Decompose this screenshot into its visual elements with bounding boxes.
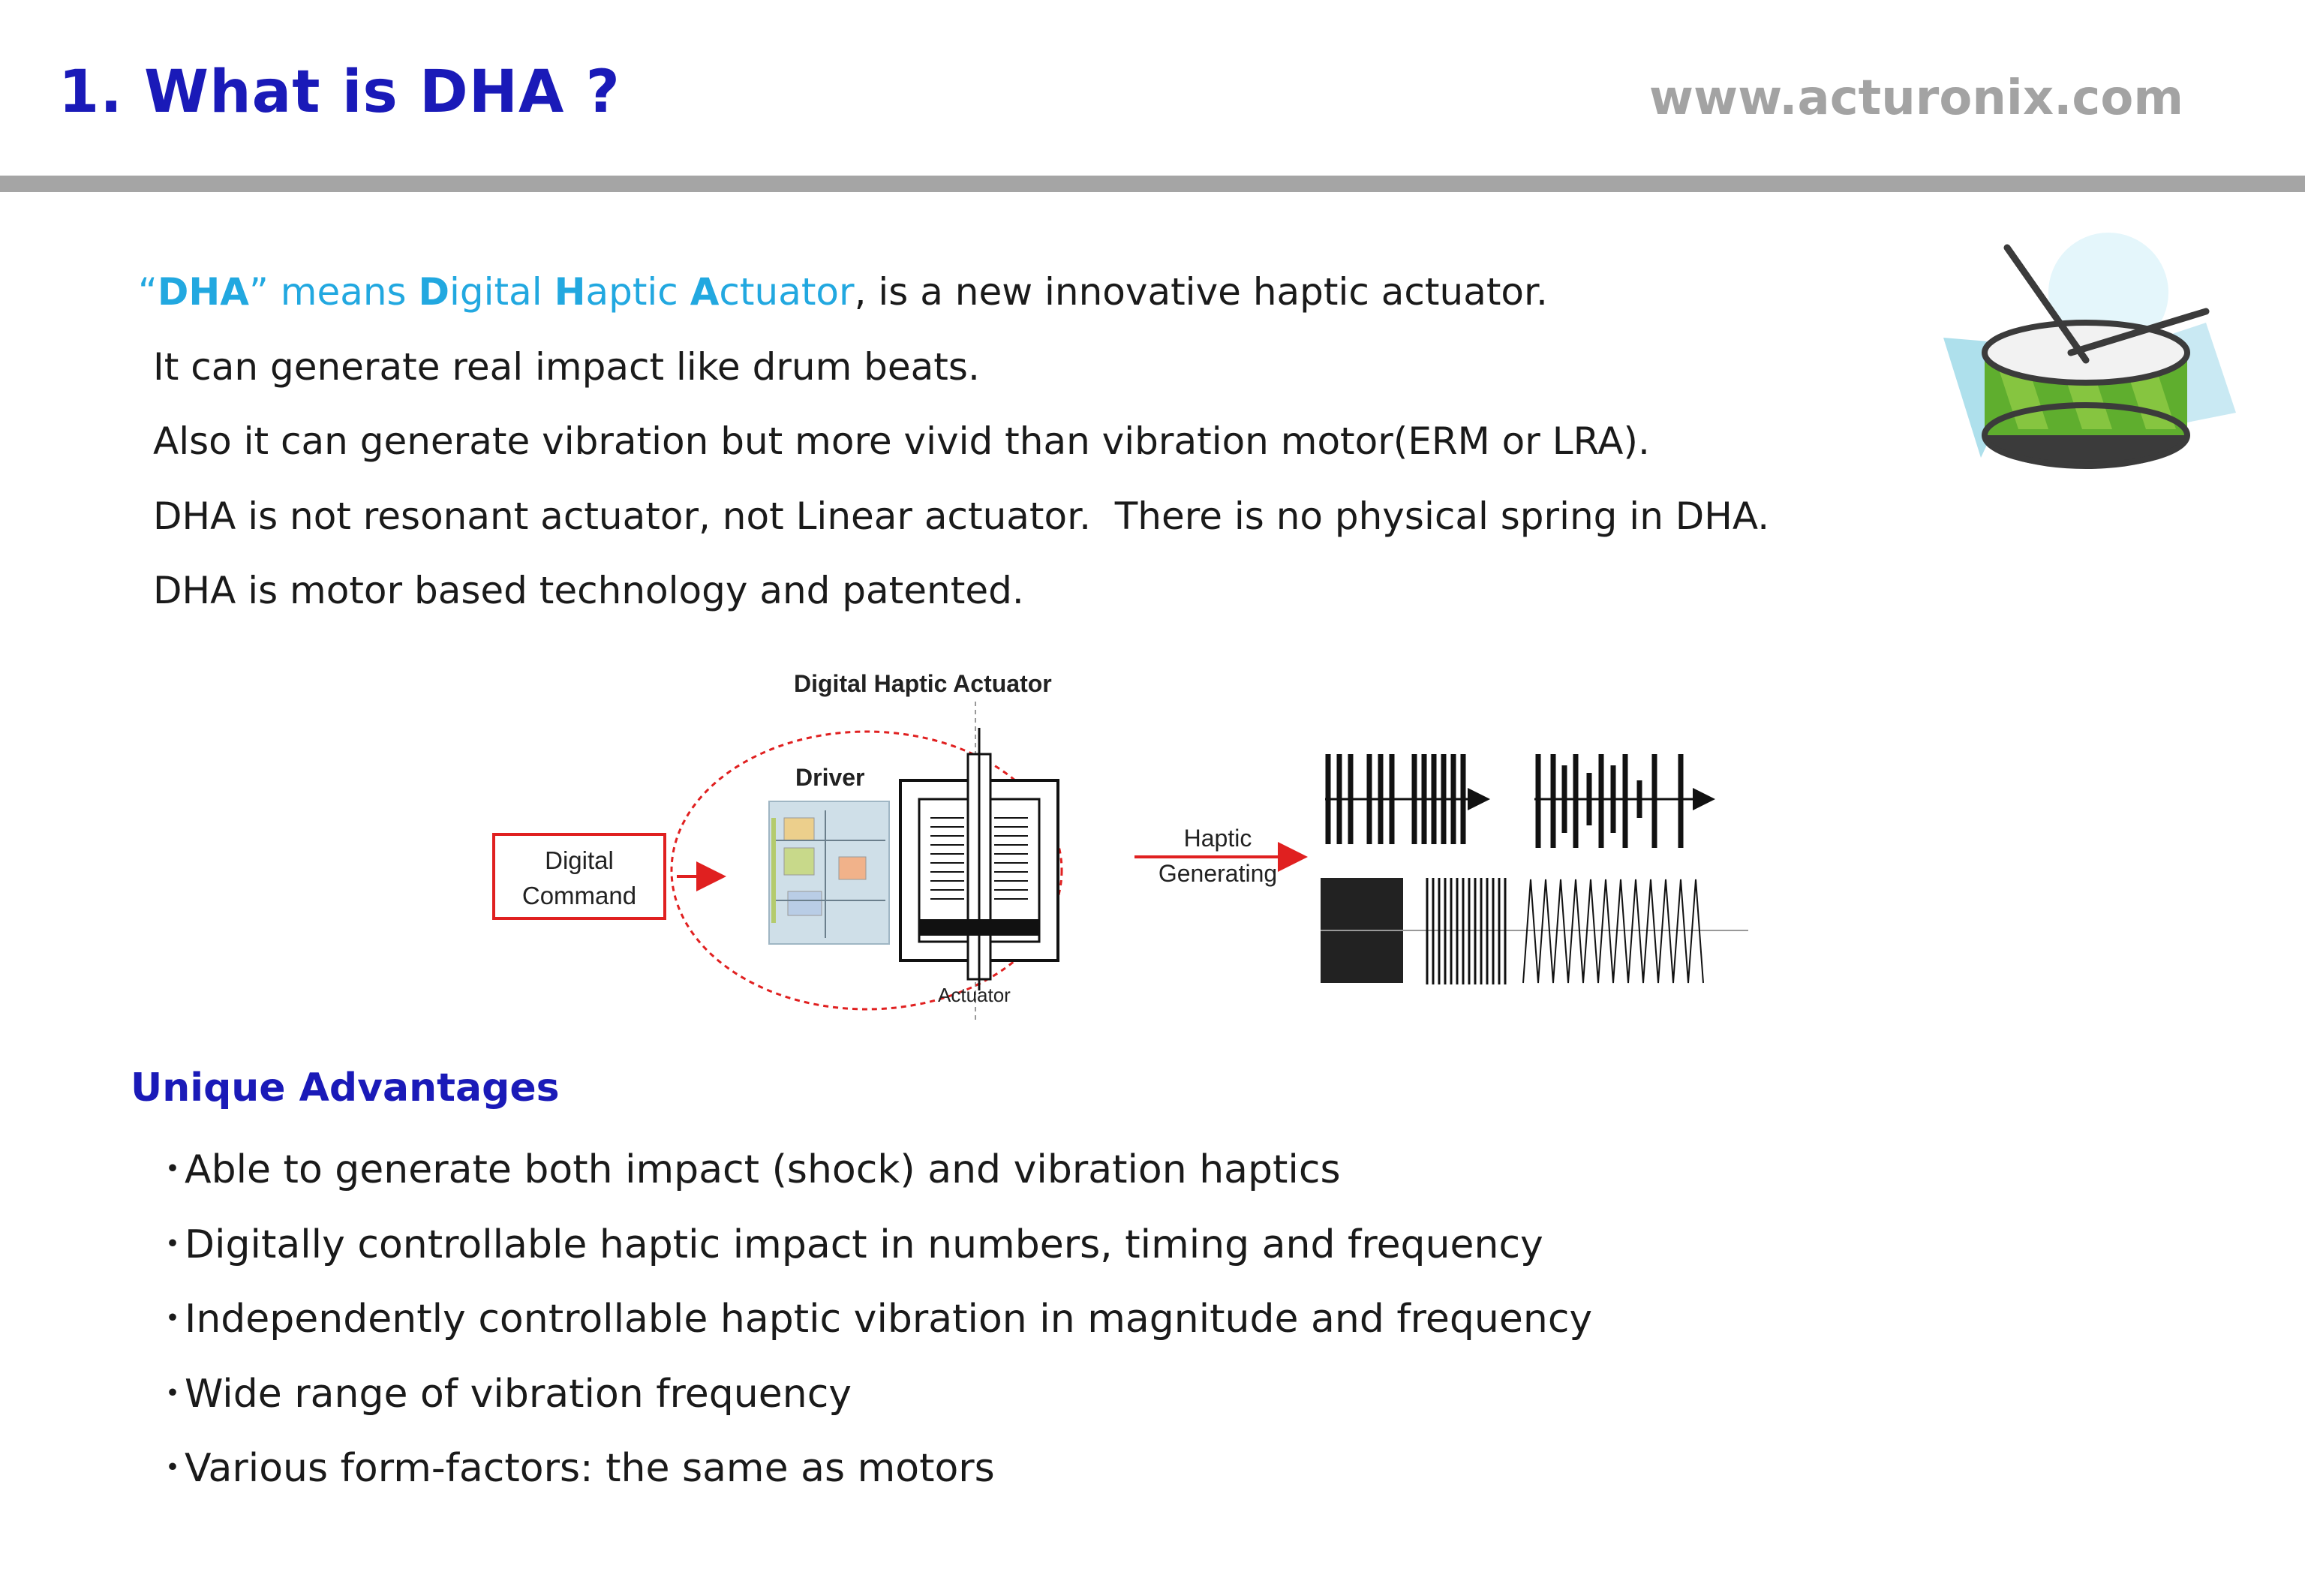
drum-icon: [1936, 233, 2251, 488]
intro-text: [138, 255, 1769, 629]
dha-diagram: [480, 660, 1771, 1020]
list-item: ・Wide range of vibration frequency: [153, 1357, 1592, 1432]
intro-line: Also it can generate vibration but more vivid than vibration motor(ERM or LRA).: [153, 419, 1650, 463]
haptic-generating-label: Generating: [1158, 860, 1278, 887]
website-url: www.acturonix.com: [1648, 71, 2183, 126]
dha-acronym-definition: “DHA” means Digital Haptic Actuator: [138, 270, 855, 314]
list-item: ・Able to generate both impact (shock) and vibration haptics: [153, 1133, 1592, 1208]
intro-line: DHA is motor based technology and patented.: [153, 569, 1024, 612]
bullet-icon: ・: [153, 1222, 193, 1267]
page-title: 1. What is DHA ?: [59, 59, 621, 126]
advantages-heading: Unique Advantages: [131, 1066, 560, 1111]
header-divider: [0, 176, 2305, 192]
bullet-icon: ・: [153, 1297, 193, 1342]
vibration-waveform: [1321, 878, 1748, 984]
intro-line-definition: “DHA” means Digital Haptic Actuator, is a new innovative haptic actuator.: [138, 270, 1548, 314]
list-item: ・Independently controllable haptic vibration in magnitude and frequency: [153, 1282, 1592, 1357]
haptic-generating-label: Haptic: [1183, 825, 1252, 852]
list-item: ・Digitally controllable haptic impact in numbers, timing and frequency: [153, 1208, 1592, 1283]
driver-label: Driver: [795, 764, 865, 791]
intro-line: It can generate real impact like drum beats.: [153, 344, 980, 389]
bullet-icon: ・: [153, 1371, 193, 1417]
list-item: ・Various form-factors: the same as motors: [153, 1432, 1592, 1507]
digital-command-label: Digital: [545, 846, 614, 874]
bullet-icon: ・: [153, 1446, 193, 1491]
impact-waveform: [1325, 754, 1711, 848]
advantages-list: [153, 1133, 1592, 1507]
actuator-drawing: [900, 728, 1058, 990]
bullet-icon: ・: [153, 1147, 193, 1192]
digital-command-label: Command: [521, 882, 637, 909]
actuator-label: Actuator: [938, 984, 1011, 1006]
dha-label: Digital Haptic Actuator: [794, 670, 1052, 697]
intro-line: DHA is not resonant actuator, not Linear actuator. There is no physical spring in DHA.: [153, 494, 1770, 538]
